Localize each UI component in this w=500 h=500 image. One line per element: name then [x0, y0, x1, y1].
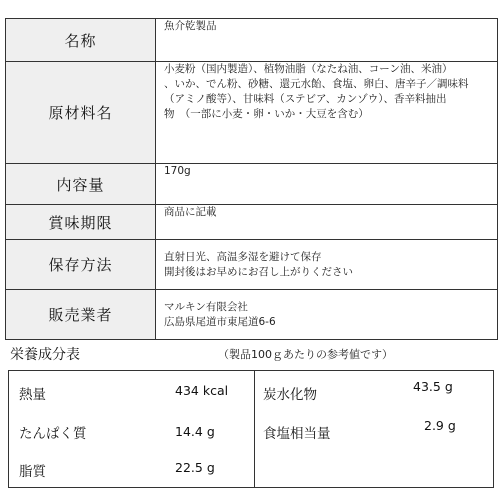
spec-row-seller: [6, 290, 498, 340]
spec-line: 開封後はお早めにお召し上がりください: [164, 265, 353, 278]
nutrient-value-energy: [175, 383, 228, 398]
spec-line: （アミノ酸等）、甘味料（ステビア、カンゾウ）、香辛料抽出: [164, 93, 447, 105]
nutrient-amount: 22.5: [175, 460, 203, 475]
nutrition-table: [8, 370, 494, 488]
nutrient-name-carbohydrate: 炭水化物: [263, 387, 317, 403]
nutrient-unit: g: [444, 379, 453, 394]
spec-line: 商品に記載: [164, 206, 217, 218]
nutrient-name-protein: たんぱく質: [19, 426, 87, 442]
nutrient-amount: 43.5: [413, 379, 441, 394]
spec-line: 170g: [164, 165, 191, 177]
spec-row-volume: [6, 164, 498, 205]
nutrient-value-fat: [175, 460, 215, 475]
spec-value: [156, 164, 498, 205]
nutrient-unit: g: [447, 418, 456, 433]
nutrient-value-salt: [424, 418, 456, 433]
nutrient-amount: 2.9: [424, 418, 444, 433]
spec-line: 直射日光、高温多湿を避けて保存: [164, 250, 322, 263]
spec-value: [156, 240, 498, 290]
spec-label: 保存方法: [6, 240, 156, 290]
product-spec-table: [5, 18, 498, 340]
nutrient-name-salt: 食塩相当量: [263, 426, 331, 442]
spec-line: 、いか、でん粉、砂糖、還元水飴、食塩、卵白、唐辛子／調味料: [164, 78, 469, 90]
spec-value: [156, 62, 498, 164]
nutrient-amount: 14.4: [175, 424, 203, 439]
spec-line: 小麦粉（国内製造）、植物油脂（なたね油、コーン油、米油）: [164, 63, 453, 75]
nutrient-unit: kcal: [202, 383, 229, 398]
nutrition-divider: [254, 371, 255, 487]
spec-label: 販売業者: [6, 290, 156, 340]
spec-row-name: [6, 19, 498, 62]
spec-label: 原材料名: [6, 62, 156, 164]
spec-value: [156, 290, 498, 340]
spec-row-ingredients: [6, 62, 498, 164]
spec-label: 賞味期限: [6, 205, 156, 240]
spec-line: 魚介乾製品: [164, 20, 217, 32]
spec-line: 広島県尾道市東尾道6-6: [164, 315, 276, 328]
spec-value: [156, 19, 498, 62]
nutrient-name-fat: 脂質: [19, 464, 46, 480]
nutrition-header: [10, 344, 490, 364]
nutrient-unit: g: [206, 460, 215, 475]
spec-label: 名称: [6, 19, 156, 62]
spec-row-storage: [6, 240, 498, 290]
nutrient-name-energy: 熱量: [19, 387, 46, 403]
spec-label: 内容量: [6, 164, 156, 205]
nutrition-title: 栄養成分表: [10, 347, 80, 363]
spec-line: マルキン有限会社: [164, 300, 248, 313]
nutrient-value-carbohydrate: [413, 379, 453, 394]
nutrient-amount: 434: [175, 383, 199, 398]
nutrient-value-protein: [175, 424, 215, 439]
nutrition-note: （製品100ｇあたりの参考値です）: [218, 348, 393, 361]
spec-value: [156, 205, 498, 240]
spec-row-expiry: [6, 205, 498, 240]
nutrient-unit: g: [206, 424, 215, 439]
spec-line: 物 （一部に小麦・卵・いか・大豆を含む）: [164, 108, 369, 120]
